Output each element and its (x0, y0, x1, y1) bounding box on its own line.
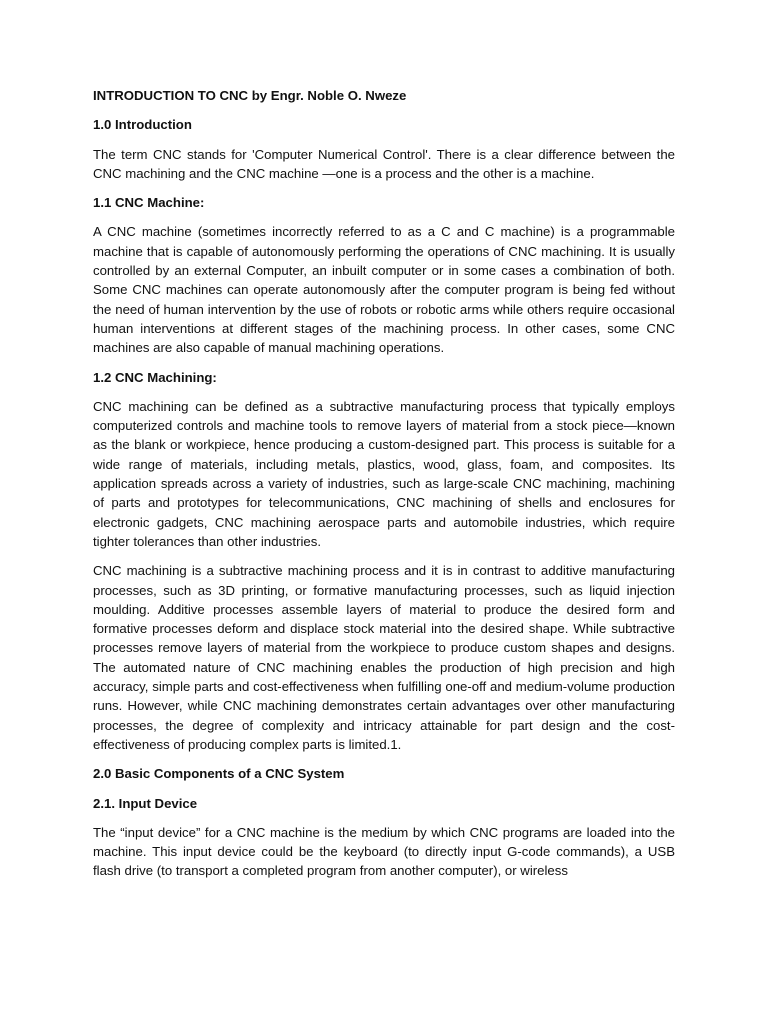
section-heading-input-device: 2.1. Input Device (93, 795, 198, 811)
paragraph-cnc-machining-1: CNC machining can be defined as a subtractive manufacturing process that typically employs computerized controls and machine tools to remove layers of material from a stock piece—known as the blank or workpiece, hence producing a custom-designed part. This process is suitable for a wide range of materials, including metals, plastics, wood, glass, foam, and composites. Its application spreads across a variety of industries, such as large-scale CNC machining, machining of parts and prototypes for telecommunications, CNC machining of shells and enclosures for electronic gadgets, CNC machining aerospace parts and automobile industries, which require tighter tolerances than other industries. (93, 398, 675, 549)
section-heading-cnc-machine: 1.1 CNC Machine: (93, 195, 205, 211)
section-heading-cnc-machining: 1.2 CNC Machining: (93, 369, 217, 385)
document-page (93, 86, 675, 891)
section-heading-introduction: 1.0 Introduction (93, 117, 192, 133)
paragraph-cnc-machining-2: CNC machining is a subtractive machining process and it is in contrast to additive manufacturing processes, such as 3D printing, or formative manufacturing processes, such as liquid injection moulding. Additive processes assemble layers of material to produce the desired form and formative processes deform and displace stock material into the desired shape. While subtractive processes remove layers of material from the workpiece to produce custom shapes and designs. The automated nature of CNC machining enables the production of high precision and high accuracy, simple parts and cost-effectiveness when fulfilling one-off and medium-volume production runs. However, while CNC machining demonstrates certain advantages over other manufacturing processes, the degree of complexity and intricacy attainable for part design and the cost-effectiveness of producing complex parts is limited.1. (93, 563, 675, 752)
paragraph-introduction: The term CNC stands for 'Computer Numerical Control'. There is a clear difference between the CNC machining and the CNC machine —one is a process and the other is a machine. (93, 146, 675, 181)
paragraph-cnc-machine: A CNC machine (sometimes incorrectly referred to as a C and C machine) is a programmable machine that is capable of autonomously performing the operations of CNC machining. It is usually controlled by an external Computer, an inbuilt computer or in some cases a combination of both. Some CNC machines can operate autonomously after the computer program is being fed without the need of human intervention by the use of robots or robotic arms while others require occasional human interventions at different stages of the machining process. In other cases, some CNC machines are also capable of manual machining operations. (93, 224, 675, 356)
paragraph-input-device: The “input device” for a CNC machine is the medium by which CNC programs are loaded into the machine. This input device could be the keyboard (to directly input G-code commands), a USB flash drive (to transport a completed program from another computer), or wireless (93, 824, 675, 879)
section-heading-basic-components: 2.0 Basic Components of a CNC System (93, 766, 345, 782)
document-title: INTRODUCTION TO CNC by Engr. Noble O. Nweze (93, 88, 407, 103)
